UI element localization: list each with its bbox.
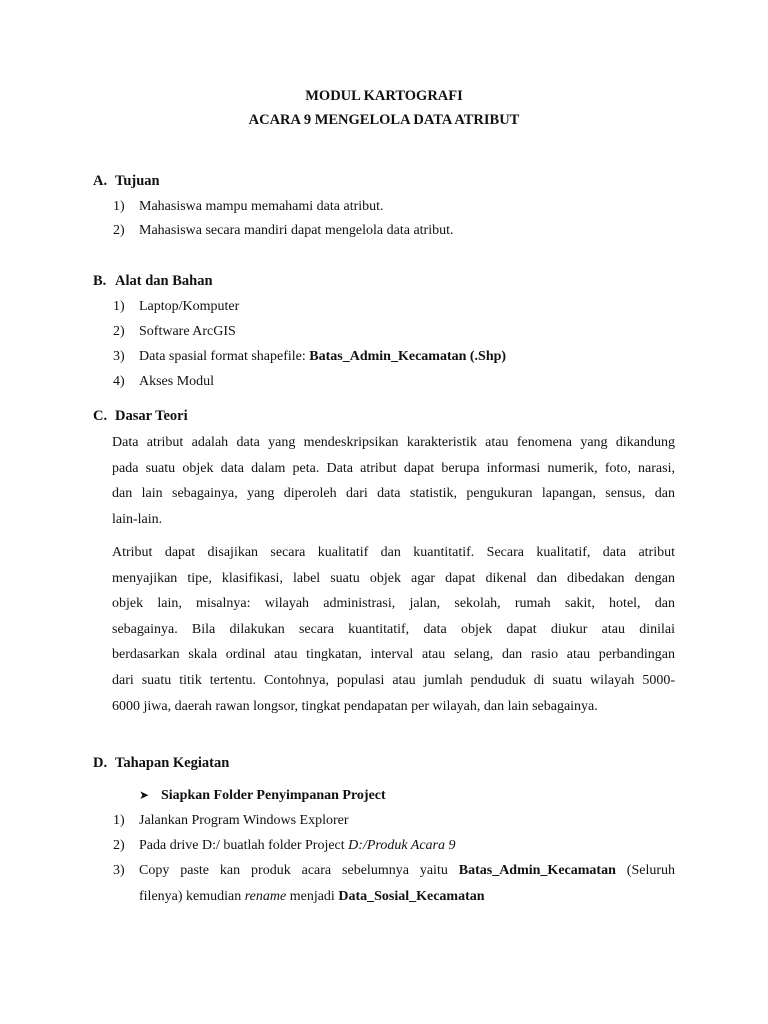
document-subtitle: ACARA 9 MENGELOLA DATA ATRIBUT bbox=[248, 112, 520, 128]
shapefile-name: Batas_Admin_Kecamatan (.Shp) bbox=[309, 349, 507, 364]
section-letter: C. bbox=[93, 408, 108, 424]
target-layer-name: Data_Sosial_Kecamatan bbox=[338, 889, 485, 904]
section-title: Alat dan Bahan bbox=[115, 273, 213, 289]
list-item: 3) Data spasial format shapefile: Batas_Admin_Kecamatan (.Shp) bbox=[113, 349, 507, 364]
step-item: 1) Jalankan Program Windows Explorer bbox=[113, 813, 349, 828]
section-title: Tujuan bbox=[115, 173, 160, 189]
subheading: ➤ Siapkan Folder Penyimpanan Project bbox=[139, 788, 386, 803]
section-title: Tahapan Kegiatan bbox=[115, 755, 230, 771]
section-letter: A. bbox=[93, 173, 108, 189]
section-b-heading bbox=[93, 273, 213, 290]
section-letter: D. bbox=[93, 755, 108, 771]
section-title: Dasar Teori bbox=[115, 408, 188, 424]
arrow-bullet-icon: ➤ bbox=[139, 788, 150, 802]
paragraph-2: Atribut dapat disajikan secara kualitatif dan kuantitatif. Secara kualitatif, data atribut menyajikan tipe, klasifikasi, label suatu objek agar dapat dikenal dan dibedakan dengan objek lain, misalnya: wilayah administrasi, jalan, sekolah, rumah sakit, hotel, dan sebagainya. Bila dilakukan secara kuantitatif, data objek dapat diukur atau dinilai berdasarkan skala ordinal atau tingkatan, interval atau selang, dan rasio atau perbandingan dari suatu titik tertentu. Contohnya, populasi atau jumlah penduduk di suatu wilayah 5000- 6000 jiwa, daerah rawan longsor, tingkat pendapatan per wilayah, dan lain sebagainya. bbox=[112, 545, 675, 714]
list-item: 2) Mahasiswa secara mandiri dapat mengelola data atribut. bbox=[113, 223, 454, 238]
list-item: 4) Akses Modul bbox=[113, 374, 215, 389]
list-item: 1) Laptop/Komputer bbox=[113, 299, 240, 314]
paragraph-1: Data atribut adalah data yang mendeskripsikan karakteristik atau fenomena yang dikandung pada suatu objek data dalam peta. Data atribut dapat berupa informasi numerik, foto, narasi, dan lain sebagainya, yang diperoleh dari data statistik, pengukuran lapangan, sensus, dan lain-lain. bbox=[112, 435, 675, 527]
step-item-continued: filenya) kemudian rename menjadi Data_Sosial_Kecamatan bbox=[139, 889, 485, 904]
source-layer-name: Batas_Admin_Kecamatan bbox=[458, 863, 616, 878]
step-item: 2) Pada drive D:/ buatlah folder Project D:/Produk Acara 9 bbox=[113, 838, 456, 853]
document-title: MODUL KARTOGRAFI bbox=[305, 88, 463, 104]
section-a-heading bbox=[93, 173, 160, 190]
folder-path: D:/Produk Acara 9 bbox=[348, 838, 456, 853]
section-letter: B. bbox=[93, 273, 107, 289]
section-d-heading bbox=[93, 755, 229, 772]
step-number: 3) bbox=[113, 863, 125, 878]
list-item: 2) Software ArcGIS bbox=[113, 324, 236, 339]
section-c-heading bbox=[93, 408, 188, 425]
step-item: Copy paste kan produk acara sebelumnya yaitu Batas_Admin_Kecamatan (Seluruh bbox=[139, 863, 676, 878]
list-item: 1) Mahasiswa mampu memahami data atribut. bbox=[113, 199, 384, 214]
